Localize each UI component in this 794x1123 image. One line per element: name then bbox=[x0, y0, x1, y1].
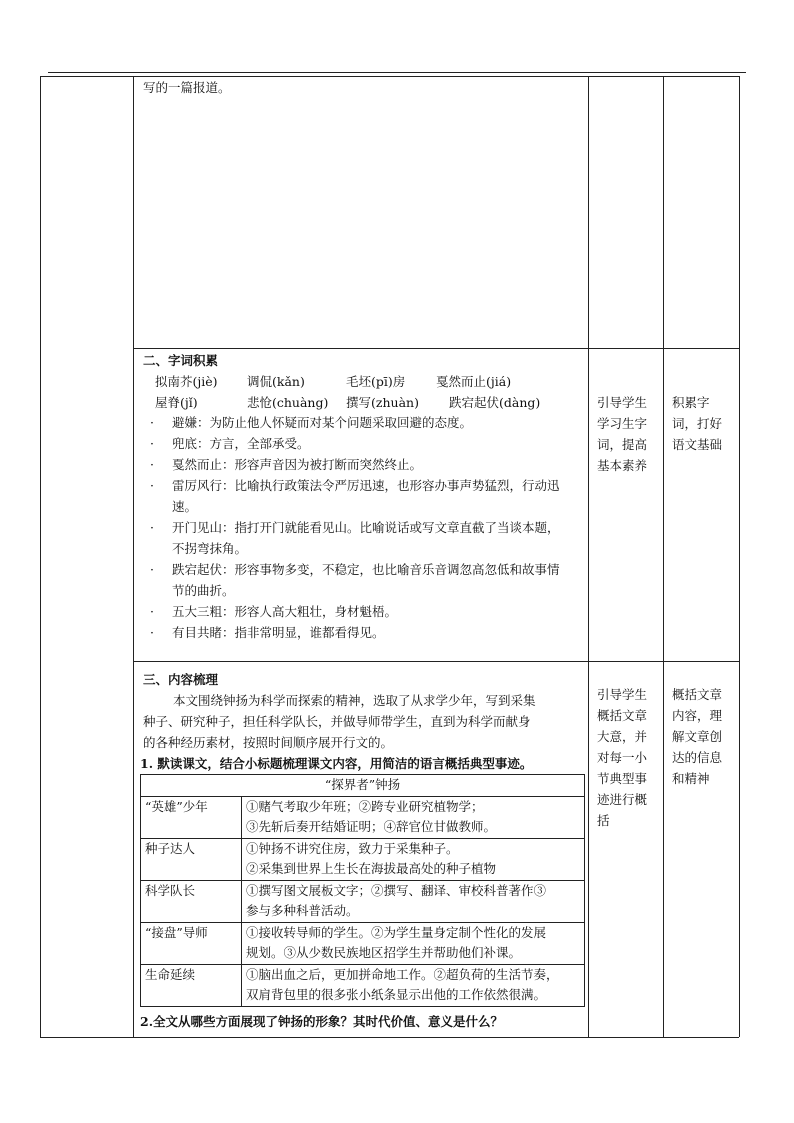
activity-line: 节典型事 bbox=[597, 771, 648, 786]
activity-line: 括 bbox=[597, 813, 610, 828]
row-content bbox=[242, 796, 585, 838]
definition-line: 开门见山：指打开门就能看见山。比喻说话或写文章直截了当谈本题， bbox=[172, 520, 560, 535]
definition-line: 五大三粗：形容人高大粗壮，身材魁梧。 bbox=[172, 604, 398, 619]
row-label: “英雄”少年 bbox=[141, 796, 242, 838]
row-content bbox=[242, 922, 585, 964]
bullet-dot: · bbox=[150, 478, 154, 493]
intent-line: 内容，理 bbox=[672, 708, 723, 723]
section3-paragraph-line: 本文围绕钟扬为科学而探索的精神，选取了从求学少年，写到采集 bbox=[173, 693, 536, 708]
bullet-dot: · bbox=[150, 436, 154, 451]
events-table-title-row bbox=[141, 775, 585, 797]
table-row bbox=[141, 922, 585, 964]
table-top-border bbox=[48, 72, 746, 73]
section3-paragraph-line: 的各种经历素材，按照时间顺序展开行文的。 bbox=[143, 735, 394, 750]
bullet-dot: · bbox=[150, 457, 154, 472]
row-line: 参与多种科普活动。 bbox=[246, 903, 359, 918]
pinyin-item: 拟南芥(jiè) bbox=[155, 374, 218, 389]
definition-line: 速。 bbox=[172, 499, 198, 514]
intent-line: 概括文章 bbox=[672, 687, 723, 702]
pinyin-item: 调侃(kǎn) bbox=[247, 374, 305, 389]
table-border-right bbox=[739, 76, 740, 1037]
row-divider-1 bbox=[133, 348, 739, 349]
definition-line: 跌宕起伏：形容事物多变，不稳定，也比喻音乐音调忽高忽低和故事情 bbox=[172, 562, 560, 577]
definition-line: 雷厉风行：比喻执行政策法令严厉迅速，也形容办事声势猛烈，行动迅 bbox=[172, 478, 560, 493]
table-border-bottom bbox=[40, 1037, 739, 1038]
intro-tail-text: 写的一篇报道。 bbox=[143, 80, 231, 95]
table-border-left bbox=[40, 76, 41, 1037]
bullet-dot: · bbox=[150, 625, 154, 640]
pinyin-item: 毛坯(pī)房 bbox=[346, 374, 406, 389]
events-table bbox=[140, 774, 585, 1007]
row-line: 规划。③从少数民族地区招学生并帮助他们补课。 bbox=[246, 945, 522, 960]
section2-activity bbox=[597, 392, 647, 476]
section3-heading: 三、内容梳理 bbox=[143, 672, 219, 687]
section2-intent bbox=[672, 392, 722, 455]
activity-line: 引导学生 bbox=[597, 395, 648, 410]
pinyin-item: 悲怆(chuàng) bbox=[247, 395, 329, 410]
definition-line: 节的曲折。 bbox=[172, 583, 235, 598]
row-label: 科学队长 bbox=[141, 880, 242, 922]
activity-line: 引导学生 bbox=[597, 687, 648, 702]
section3-activity bbox=[597, 684, 647, 831]
intent-line: 和精神 bbox=[672, 771, 710, 786]
intent-line: 词，打好 bbox=[672, 416, 723, 431]
row-divider-2 bbox=[133, 661, 739, 662]
pinyin-item: 戛然而止(jiá) bbox=[436, 374, 512, 389]
activity-line: 概括文章 bbox=[597, 708, 648, 723]
bullet-dot: · bbox=[150, 604, 154, 619]
row-label: 种子达人 bbox=[141, 838, 242, 880]
bullet-dot: · bbox=[150, 520, 154, 535]
definition-line: 兜底：方言，全部承受。 bbox=[172, 436, 310, 451]
row-line: ③先斩后奏开结婚证明；④辞官位甘做教师。 bbox=[246, 819, 497, 834]
row-label: “接盘”导师 bbox=[141, 922, 242, 964]
definition-line: 不拐弯抹角。 bbox=[172, 541, 248, 556]
row-content bbox=[242, 838, 585, 880]
intent-line: 积累字 bbox=[672, 395, 710, 410]
table-row bbox=[141, 880, 585, 922]
pinyin-item: 屋脊(jǐ) bbox=[155, 395, 198, 410]
pinyin-item: 撰写(zhuàn) bbox=[346, 395, 419, 410]
table-border-col3 bbox=[663, 76, 664, 1037]
activity-line: 迹进行概 bbox=[597, 792, 648, 807]
task-1-prompt: 1. 默读课文，结合小标题梳理课文内容，用简洁的语言概括典型事迹。 bbox=[140, 756, 533, 771]
intent-line: 达的信息 bbox=[672, 750, 723, 765]
row-line: ①撰写图文展板文字；②撰写、翻译、审校科普著作③ bbox=[246, 882, 547, 898]
row-content bbox=[242, 964, 585, 1006]
pinyin-item: 跌宕起伏(dàng) bbox=[449, 395, 541, 410]
row-line: ①脑出血之后，更加拼命地工作。②超负荷的生活节奏， bbox=[246, 966, 559, 982]
row-line: 双肩背包里的很多张小纸条显示出他的工作依然很满。 bbox=[246, 987, 547, 1002]
intent-line: 解文章创 bbox=[672, 729, 723, 744]
definition-line: 避嫌：为防止他人怀疑而对某个问题采取回避的态度。 bbox=[172, 415, 473, 430]
intent-line: 语文基础 bbox=[672, 437, 723, 452]
bullet-dot: · bbox=[150, 415, 154, 430]
section3-paragraph-line: 种子、研究种子，担任科学队长，并做导师带学生，直到为科学而献身 bbox=[143, 714, 531, 729]
activity-line: 词，提高 bbox=[597, 437, 648, 452]
bullet-dot: · bbox=[150, 562, 154, 577]
row-label: 生命延续 bbox=[141, 964, 242, 1006]
task-2-prompt: 2.全文从哪些方面展现了钟扬的形象？其时代价值、意义是什么？ bbox=[140, 1014, 504, 1029]
activity-line: 对每一小 bbox=[597, 750, 648, 765]
row-line: ①钟扬不讲究住房，致力于采集种子。 bbox=[246, 840, 459, 856]
row-line: ②采集到世界上生长在海拔最高处的种子植物 bbox=[246, 861, 497, 876]
table-border-col1 bbox=[133, 76, 134, 1037]
row-line: ①赌气考取少年班；②跨专业研究植物学； bbox=[246, 798, 484, 814]
row-line: ①接收转导师的学生。②为学生量身定制个性化的发展 bbox=[246, 924, 547, 940]
definition-line: 有目共睹：指非常明显，谁都看得见。 bbox=[172, 625, 385, 640]
definition-line: 戛然而止：形容声音因为被打断而突然终止。 bbox=[172, 457, 423, 472]
table-row bbox=[141, 796, 585, 838]
activity-line: 学习生字 bbox=[597, 416, 648, 431]
section3-intent bbox=[672, 684, 722, 789]
events-table-title: “探界者”钟扬 bbox=[141, 775, 585, 797]
activity-line: 基本素养 bbox=[597, 458, 648, 473]
table-row bbox=[141, 838, 585, 880]
row-content bbox=[242, 880, 585, 922]
section2-heading: 二、字词积累 bbox=[143, 353, 219, 368]
activity-line: 大意，并 bbox=[597, 729, 648, 744]
table-row bbox=[141, 964, 585, 1006]
